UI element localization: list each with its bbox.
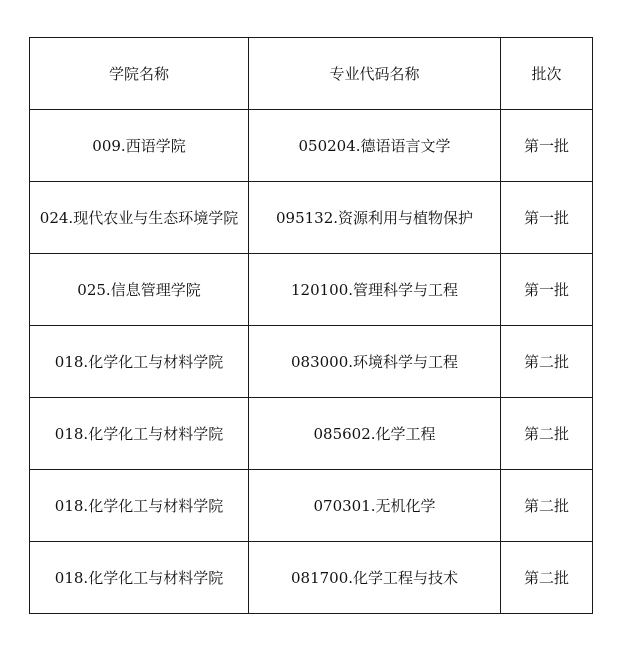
major-cell: 095132.资源利用与植物保护 xyxy=(249,182,501,254)
header-row xyxy=(30,38,593,110)
college-cell: 018.化学化工与材料学院 xyxy=(30,326,249,398)
batch-cell: 第一批 xyxy=(501,182,593,254)
table-row xyxy=(30,470,593,542)
college-cell: 024.现代农业与生态环境学院 xyxy=(30,182,249,254)
header-batch: 批次 xyxy=(501,38,593,110)
header-major-code-name: 专业代码名称 xyxy=(249,38,501,110)
major-cell: 083000.环境科学与工程 xyxy=(249,326,501,398)
table-row xyxy=(30,398,593,470)
batch-cell: 第二批 xyxy=(501,470,593,542)
college-cell: 025.信息管理学院 xyxy=(30,254,249,326)
batch-cell: 第一批 xyxy=(501,110,593,182)
major-cell: 085602.化学工程 xyxy=(249,398,501,470)
college-cell: 009.西语学院 xyxy=(30,110,249,182)
college-cell: 018.化学化工与材料学院 xyxy=(30,542,249,614)
table-row xyxy=(30,254,593,326)
major-cell: 120100.管理科学与工程 xyxy=(249,254,501,326)
batch-cell: 第二批 xyxy=(501,326,593,398)
table-row xyxy=(30,182,593,254)
table-row xyxy=(30,110,593,182)
table-container xyxy=(29,37,593,614)
batch-cell: 第二批 xyxy=(501,542,593,614)
header-college-name: 学院名称 xyxy=(30,38,249,110)
table-row xyxy=(30,542,593,614)
college-cell: 018.化学化工与材料学院 xyxy=(30,398,249,470)
table-row xyxy=(30,326,593,398)
batch-cell: 第一批 xyxy=(501,254,593,326)
major-batch-table xyxy=(29,37,593,614)
college-cell: 018.化学化工与材料学院 xyxy=(30,470,249,542)
major-cell: 070301.无机化学 xyxy=(249,470,501,542)
major-cell: 081700.化学工程与技术 xyxy=(249,542,501,614)
major-cell: 050204.德语语言文学 xyxy=(249,110,501,182)
batch-cell: 第二批 xyxy=(501,398,593,470)
